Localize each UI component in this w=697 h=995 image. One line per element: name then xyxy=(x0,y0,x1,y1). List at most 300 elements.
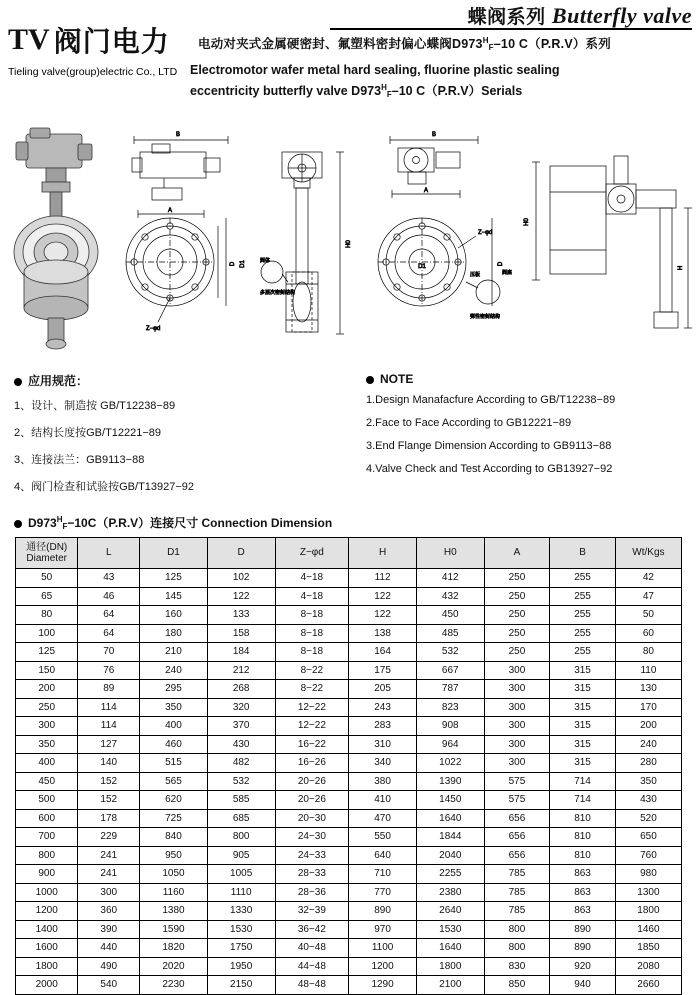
table-row xyxy=(16,587,682,606)
cell-zd: 48−48 xyxy=(275,976,349,995)
cell-a: 656 xyxy=(484,828,550,847)
cell-weight: 430 xyxy=(615,791,681,810)
cell-h0: 1844 xyxy=(416,828,484,847)
table-row xyxy=(16,809,682,828)
cell-l: 43 xyxy=(78,569,140,588)
cell-diameter: 400 xyxy=(16,754,78,773)
cell-a: 250 xyxy=(484,624,550,643)
cell-a: 300 xyxy=(484,735,550,754)
cell-a: 575 xyxy=(484,772,550,791)
cell-h0: 1800 xyxy=(416,957,484,976)
table-row xyxy=(16,772,682,791)
application-spec-list xyxy=(14,372,334,505)
bullet-icon xyxy=(14,378,22,386)
cell-b: 255 xyxy=(550,606,616,625)
cell-diameter: 350 xyxy=(16,735,78,754)
cell-l: 46 xyxy=(78,587,140,606)
cell-b: 810 xyxy=(550,846,616,865)
table-title-tail: −10C（P.R.V）连接尺寸 Connection Dimension xyxy=(67,516,333,530)
cell-zd: 28−33 xyxy=(275,865,349,884)
cell-diameter: 1200 xyxy=(16,902,78,921)
cell-d: 685 xyxy=(207,809,275,828)
col-header-diameter-cn: 通径(DN) xyxy=(26,542,68,553)
cell-weight: 47 xyxy=(615,587,681,606)
cell-diameter: 250 xyxy=(16,698,78,717)
note-list xyxy=(366,372,686,486)
cell-h: 138 xyxy=(349,624,417,643)
cell-l: 152 xyxy=(78,791,140,810)
svg-text:A: A xyxy=(167,208,173,214)
cell-l: 89 xyxy=(78,680,140,699)
table-row xyxy=(16,939,682,958)
cell-weight: 280 xyxy=(615,754,681,773)
note-item: 2.Face to Face According to GB12221−89 xyxy=(366,417,572,429)
cell-b: 315 xyxy=(550,717,616,736)
cell-h: 340 xyxy=(349,754,417,773)
cell-d: 184 xyxy=(207,643,275,662)
subtitle-en xyxy=(190,62,690,103)
cell-d: 585 xyxy=(207,791,275,810)
cell-d1: 2230 xyxy=(140,976,208,995)
cell-l: 140 xyxy=(78,754,140,773)
cell-diameter: 80 xyxy=(16,606,78,625)
cell-l: 64 xyxy=(78,624,140,643)
table-row xyxy=(16,846,682,865)
cell-zd: 36−42 xyxy=(275,920,349,939)
note-item: 3.End Flange Dimension According to GB9113−88 xyxy=(366,440,612,452)
cell-zd: 28−36 xyxy=(275,883,349,902)
cell-h0: 1022 xyxy=(416,754,484,773)
cell-weight: 1460 xyxy=(615,920,681,939)
cell-a: 785 xyxy=(484,902,550,921)
cell-h: 410 xyxy=(349,791,417,810)
col-header-b: B xyxy=(550,538,616,569)
cell-d1: 840 xyxy=(140,828,208,847)
cell-d1: 1050 xyxy=(140,865,208,884)
cell-d1: 210 xyxy=(140,643,208,662)
cell-a: 250 xyxy=(484,587,550,606)
technical-drawings xyxy=(0,122,697,372)
cell-diameter: 1800 xyxy=(16,957,78,976)
cell-d1: 950 xyxy=(140,846,208,865)
table-row xyxy=(16,698,682,717)
svg-text:弹性密封结构: 弹性密封结构 xyxy=(470,314,501,320)
cell-b: 315 xyxy=(550,754,616,773)
elevation-drawing-1 xyxy=(108,122,253,362)
cell-diameter: 2000 xyxy=(16,976,78,995)
cell-a: 800 xyxy=(484,939,550,958)
cell-zd: 8−18 xyxy=(275,624,349,643)
cell-zd: 44−48 xyxy=(275,957,349,976)
cell-d1: 350 xyxy=(140,698,208,717)
table-row xyxy=(16,976,682,995)
cell-d1: 1380 xyxy=(140,902,208,921)
cell-d1: 2020 xyxy=(140,957,208,976)
cell-d: 1950 xyxy=(207,957,275,976)
cell-d1: 515 xyxy=(140,754,208,773)
page-header xyxy=(0,0,697,120)
cell-diameter: 100 xyxy=(16,624,78,643)
cell-h: 310 xyxy=(349,735,417,754)
cell-a: 656 xyxy=(484,809,550,828)
table-row xyxy=(16,828,682,847)
cell-h0: 485 xyxy=(416,624,484,643)
cell-zd: 24−30 xyxy=(275,828,349,847)
cell-diameter: 1600 xyxy=(16,939,78,958)
cell-b: 255 xyxy=(550,569,616,588)
cell-d1: 1590 xyxy=(140,920,208,939)
cell-a: 785 xyxy=(484,865,550,884)
cell-diameter: 700 xyxy=(16,828,78,847)
cell-d: 2150 xyxy=(207,976,275,995)
subtitle-en-line1: Electromotor wafer metal hard sealing, fluorine plastic sealing xyxy=(190,63,560,77)
cell-h: 122 xyxy=(349,587,417,606)
table-title-model: D973 xyxy=(28,516,57,530)
subtitle-cn-text: 电动对夹式金属硬密封、氟塑料密封偏心蝶阀D973 xyxy=(198,37,483,51)
application-spec-title-text: 应用规范： xyxy=(28,374,89,388)
cell-weight: 1850 xyxy=(615,939,681,958)
table-row xyxy=(16,883,682,902)
product-title xyxy=(330,2,692,29)
table-row xyxy=(16,624,682,643)
cell-a: 300 xyxy=(484,680,550,699)
cell-l: 229 xyxy=(78,828,140,847)
spec-item: 1、设计、制造按 GB/T12238−89 xyxy=(14,400,176,412)
table-row xyxy=(16,902,682,921)
cell-d1: 145 xyxy=(140,587,208,606)
cell-b: 315 xyxy=(550,680,616,699)
table-row xyxy=(16,643,682,662)
cell-h: 770 xyxy=(349,883,417,902)
cell-l: 152 xyxy=(78,772,140,791)
note-title-text: NOTE xyxy=(380,372,414,386)
cell-weight: 60 xyxy=(615,624,681,643)
cell-zd: 8−18 xyxy=(275,643,349,662)
bullet-icon xyxy=(366,376,374,384)
cell-zd: 12−22 xyxy=(275,698,349,717)
svg-text:Z−φd: Z−φd xyxy=(478,230,493,236)
application-spec-title xyxy=(14,372,334,389)
connection-table-title xyxy=(14,514,697,531)
subtitle-en-line2-text: eccentricity butterfly valve D973 xyxy=(190,84,382,98)
cell-zd: 8−22 xyxy=(275,661,349,680)
cell-zd: 8−22 xyxy=(275,680,349,699)
table-row xyxy=(16,680,682,699)
subtitle-en-line2-tail: –10 C（P.R.V）Serials xyxy=(391,84,523,98)
cell-h0: 1640 xyxy=(416,939,484,958)
cell-d: 212 xyxy=(207,661,275,680)
spec-item: 4、阀门检查和试验按GB/T13927−92 xyxy=(14,481,195,493)
cell-zd: 40−48 xyxy=(275,939,349,958)
cell-a: 800 xyxy=(484,920,550,939)
col-header-weight: Wt/Kgs xyxy=(615,538,681,569)
cell-d: 1750 xyxy=(207,939,275,958)
col-header-diameter-en: Diameter xyxy=(26,553,67,564)
cell-h0: 908 xyxy=(416,717,484,736)
cell-a: 300 xyxy=(484,717,550,736)
subtitle-cn xyxy=(198,34,611,52)
svg-text:B: B xyxy=(431,132,437,138)
table-row xyxy=(16,717,682,736)
cell-a: 300 xyxy=(484,661,550,680)
cell-a: 300 xyxy=(484,754,550,773)
cell-h: 243 xyxy=(349,698,417,717)
svg-text:H0: H0 xyxy=(524,218,530,226)
cell-zd: 20−26 xyxy=(275,772,349,791)
cell-l: 540 xyxy=(78,976,140,995)
cell-h0: 787 xyxy=(416,680,484,699)
cell-l: 241 xyxy=(78,846,140,865)
cell-l: 114 xyxy=(78,698,140,717)
svg-text:D: D xyxy=(230,261,236,267)
cell-diameter: 500 xyxy=(16,791,78,810)
cell-zd: 20−26 xyxy=(275,791,349,810)
cell-b: 714 xyxy=(550,791,616,810)
cell-b: 863 xyxy=(550,865,616,884)
cell-zd: 20−30 xyxy=(275,809,349,828)
table-row xyxy=(16,957,682,976)
table-row xyxy=(16,754,682,773)
cell-d: 800 xyxy=(207,828,275,847)
cell-weight: 130 xyxy=(615,680,681,699)
cell-d: 905 xyxy=(207,846,275,865)
svg-text:阀体: 阀体 xyxy=(260,258,271,264)
cell-l: 241 xyxy=(78,865,140,884)
table-row xyxy=(16,735,682,754)
cell-h0: 1390 xyxy=(416,772,484,791)
cell-h: 205 xyxy=(349,680,417,699)
col-header-d: D xyxy=(207,538,275,569)
col-header-l: L xyxy=(78,538,140,569)
cell-d: 320 xyxy=(207,698,275,717)
svg-text:多层次密封结构: 多层次密封结构 xyxy=(260,290,296,296)
cell-d1: 620 xyxy=(140,791,208,810)
cell-zd: 12−22 xyxy=(275,717,349,736)
cell-h: 890 xyxy=(349,902,417,921)
cell-diameter: 1000 xyxy=(16,883,78,902)
cell-a: 830 xyxy=(484,957,550,976)
table-header-row xyxy=(16,538,682,569)
cell-l: 114 xyxy=(78,717,140,736)
note-item: 1.Design Manafacfure According to GB/T12238−89 xyxy=(366,394,616,406)
col-header-diameter xyxy=(16,538,78,569)
cell-h: 970 xyxy=(349,920,417,939)
table-row xyxy=(16,791,682,810)
cell-weight: 760 xyxy=(615,846,681,865)
header-divider xyxy=(330,28,692,30)
cell-b: 863 xyxy=(550,883,616,902)
cell-weight: 1300 xyxy=(615,883,681,902)
spec-item: 3、连接法兰：GB9113−88 xyxy=(14,454,145,466)
cell-l: 360 xyxy=(78,902,140,921)
cell-l: 390 xyxy=(78,920,140,939)
note-item: 4.Valve Check and Test According to GB13927−92 xyxy=(366,463,613,475)
note-title xyxy=(366,372,686,386)
cell-diameter: 65 xyxy=(16,587,78,606)
cell-b: 920 xyxy=(550,957,616,976)
subtitle-cn-tail: –10 C（P.R.V）系列 xyxy=(493,37,611,51)
cell-diameter: 50 xyxy=(16,569,78,588)
cell-d: 1110 xyxy=(207,883,275,902)
svg-text:D: D xyxy=(498,261,504,267)
cell-d1: 400 xyxy=(140,717,208,736)
cell-l: 178 xyxy=(78,809,140,828)
cell-h: 164 xyxy=(349,643,417,662)
cell-weight: 2080 xyxy=(615,957,681,976)
cell-l: 300 xyxy=(78,883,140,902)
table-body xyxy=(16,569,682,995)
table-title-sup: H xyxy=(56,515,63,524)
cell-diameter: 300 xyxy=(16,717,78,736)
cell-h: 550 xyxy=(349,828,417,847)
svg-text:D1: D1 xyxy=(418,264,426,270)
svg-text:阀座: 阀座 xyxy=(502,270,512,276)
cell-l: 490 xyxy=(78,957,140,976)
cell-b: 863 xyxy=(550,902,616,921)
logo-mark: TV xyxy=(8,23,50,56)
table-row xyxy=(16,606,682,625)
cell-b: 315 xyxy=(550,698,616,717)
subtitle-en-line2 xyxy=(190,79,690,103)
cell-b: 714 xyxy=(550,772,616,791)
cell-diameter: 450 xyxy=(16,772,78,791)
svg-text:Z−φd: Z−φd xyxy=(146,326,161,332)
cell-zd: 4−18 xyxy=(275,569,349,588)
table-row xyxy=(16,661,682,680)
cell-diameter: 1400 xyxy=(16,920,78,939)
cell-h: 380 xyxy=(349,772,417,791)
cell-b: 810 xyxy=(550,828,616,847)
cell-h0: 432 xyxy=(416,587,484,606)
cell-weight: 2660 xyxy=(615,976,681,995)
cell-h: 112 xyxy=(349,569,417,588)
cell-b: 810 xyxy=(550,809,616,828)
product-title-en: Butterfly valve xyxy=(551,3,692,28)
subtitle-en-sub: F xyxy=(386,90,392,99)
cell-a: 250 xyxy=(484,569,550,588)
cell-d: 1330 xyxy=(207,902,275,921)
cell-h: 640 xyxy=(349,846,417,865)
product-illustration xyxy=(4,122,114,362)
cell-d1: 180 xyxy=(140,624,208,643)
cell-d: 133 xyxy=(207,606,275,625)
cell-d1: 160 xyxy=(140,606,208,625)
cell-d1: 125 xyxy=(140,569,208,588)
cell-h0: 2380 xyxy=(416,883,484,902)
cell-b: 255 xyxy=(550,587,616,606)
cell-weight: 240 xyxy=(615,735,681,754)
cell-weight: 200 xyxy=(615,717,681,736)
cell-h0: 412 xyxy=(416,569,484,588)
specification-section xyxy=(0,372,697,512)
elevation-drawing-2 xyxy=(352,122,512,362)
cell-diameter: 150 xyxy=(16,661,78,680)
cell-h0: 450 xyxy=(416,606,484,625)
col-header-d1: D1 xyxy=(140,538,208,569)
cell-weight: 80 xyxy=(615,643,681,662)
subtitle-cn-sup: H xyxy=(482,36,489,45)
svg-text:H: H xyxy=(678,265,684,271)
cell-h0: 2040 xyxy=(416,846,484,865)
bullet-icon xyxy=(14,520,22,528)
connection-dimension-table xyxy=(15,537,682,995)
col-header-h0: H0 xyxy=(416,538,484,569)
cell-h0: 667 xyxy=(416,661,484,680)
cell-diameter: 600 xyxy=(16,809,78,828)
cell-d: 122 xyxy=(207,587,275,606)
cell-b: 890 xyxy=(550,939,616,958)
cell-b: 315 xyxy=(550,735,616,754)
cell-d1: 725 xyxy=(140,809,208,828)
section-drawing-2 xyxy=(520,122,695,362)
cell-weight: 50 xyxy=(615,606,681,625)
subtitle-cn-sub: F xyxy=(488,43,494,52)
cell-d1: 240 xyxy=(140,661,208,680)
cell-b: 255 xyxy=(550,643,616,662)
cell-l: 64 xyxy=(78,606,140,625)
subtitle-en-sup: H xyxy=(381,83,387,92)
cell-a: 656 xyxy=(484,846,550,865)
cell-h0: 1450 xyxy=(416,791,484,810)
cell-d: 102 xyxy=(207,569,275,588)
cell-b: 255 xyxy=(550,624,616,643)
cell-weight: 650 xyxy=(615,828,681,847)
cell-weight: 170 xyxy=(615,698,681,717)
svg-text:压板: 压板 xyxy=(470,272,481,278)
product-title-cn: 蝶阀系列 xyxy=(467,7,546,28)
cell-l: 70 xyxy=(78,643,140,662)
cell-h: 122 xyxy=(349,606,417,625)
cell-a: 300 xyxy=(484,698,550,717)
cell-h: 1200 xyxy=(349,957,417,976)
cell-l: 440 xyxy=(78,939,140,958)
cell-b: 890 xyxy=(550,920,616,939)
table-row xyxy=(16,920,682,939)
cell-h0: 823 xyxy=(416,698,484,717)
cell-d: 268 xyxy=(207,680,275,699)
cell-zd: 24−33 xyxy=(275,846,349,865)
cell-h: 710 xyxy=(349,865,417,884)
cell-d1: 1820 xyxy=(140,939,208,958)
col-header-zd: Z−φd xyxy=(275,538,349,569)
cell-h0: 1530 xyxy=(416,920,484,939)
cell-diameter: 125 xyxy=(16,643,78,662)
cell-d: 482 xyxy=(207,754,275,773)
cell-h0: 2100 xyxy=(416,976,484,995)
cell-zd: 16−22 xyxy=(275,735,349,754)
cell-diameter: 200 xyxy=(16,680,78,699)
cell-zd: 16−26 xyxy=(275,754,349,773)
cell-d: 370 xyxy=(207,717,275,736)
cell-diameter: 800 xyxy=(16,846,78,865)
cell-weight: 110 xyxy=(615,661,681,680)
cell-zd: 8−18 xyxy=(275,606,349,625)
cell-d1: 1160 xyxy=(140,883,208,902)
svg-text:A: A xyxy=(423,188,429,194)
table-row xyxy=(16,569,682,588)
cell-d1: 295 xyxy=(140,680,208,699)
col-header-h: H xyxy=(349,538,417,569)
cell-weight: 42 xyxy=(615,569,681,588)
cell-weight: 520 xyxy=(615,809,681,828)
table-row xyxy=(16,865,682,884)
spec-item: 2、结构长度按GB/T12221−89 xyxy=(14,427,162,439)
cell-a: 250 xyxy=(484,643,550,662)
cell-h: 283 xyxy=(349,717,417,736)
logo-company-cn: 阀门电力 xyxy=(53,26,170,57)
company-logo xyxy=(8,20,198,78)
cell-zd: 4−18 xyxy=(275,587,349,606)
